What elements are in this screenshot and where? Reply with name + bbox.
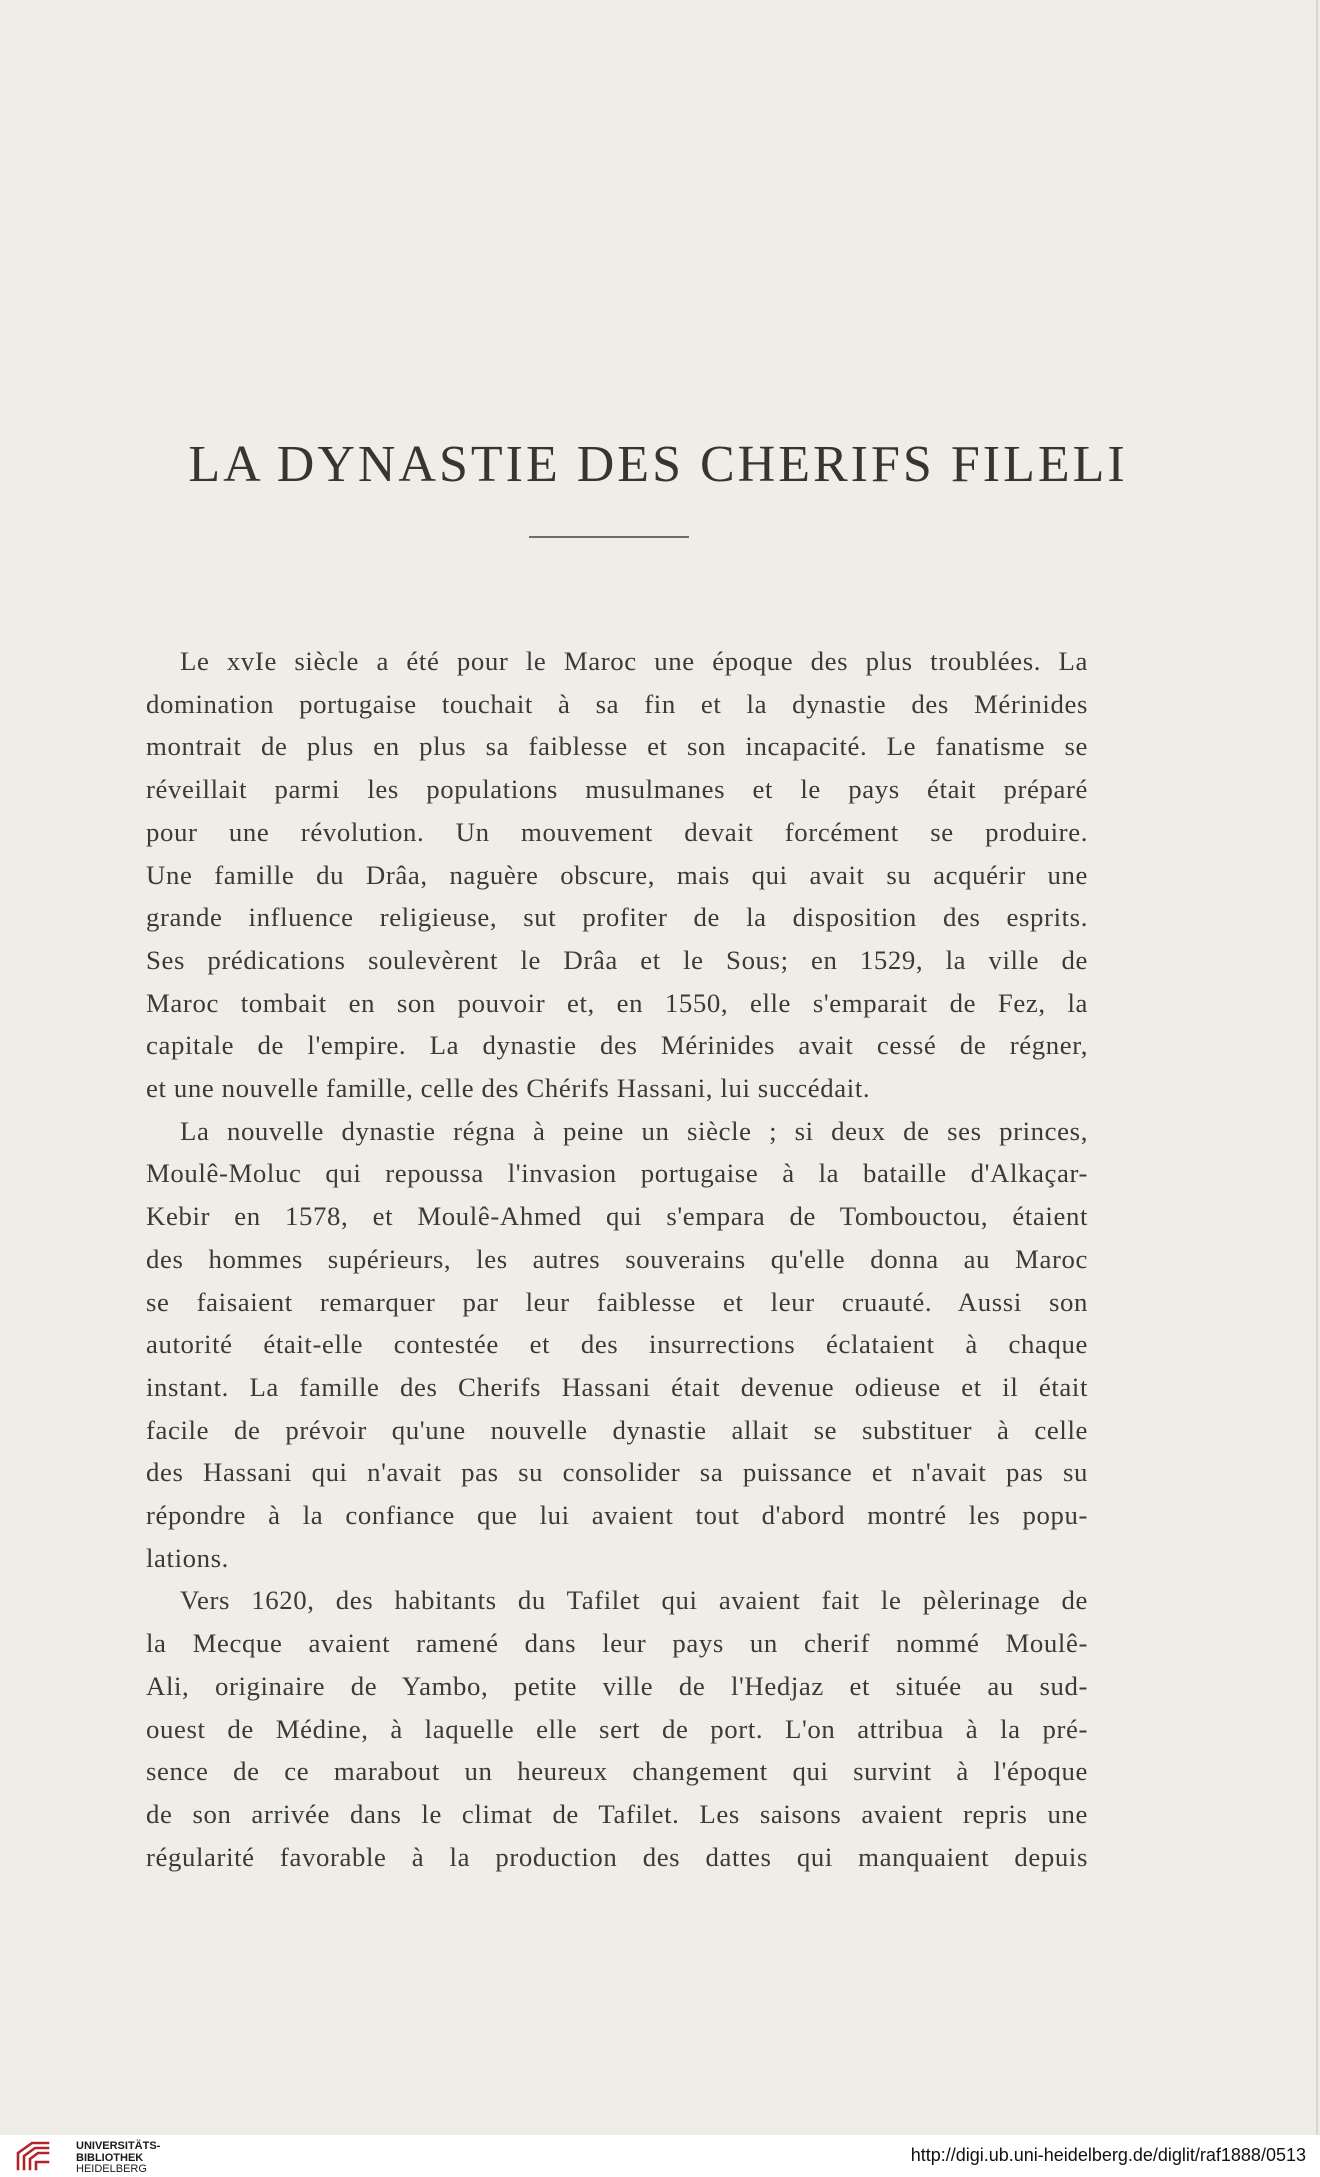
text-line: facile de prévoir qu'une nouvelle dynastie allait se substituer à celle xyxy=(146,1414,1088,1445)
text-line: ouest de Médine, à laquelle elle sert de port. L'on attribua à la pré- xyxy=(146,1713,1088,1744)
logo-line-1: UNIVERSITÄTS- xyxy=(76,2140,161,2152)
text-line: Vers 1620, des habitants du Tafilet qui avaient fait le pèlerinage de xyxy=(180,1585,1088,1616)
text-line: Une famille du Drâa, naguère obscure, mais qui avait su acquérir une xyxy=(146,859,1088,890)
text-line: montrait de plus en plus sa faiblesse et son incapacité. Le fanatisme se xyxy=(146,731,1088,762)
text-line: réveillait parmi les populations musulmanes et le pays était préparé xyxy=(146,774,1088,805)
text-line: autorité était-elle contestée et des insurrections éclataient à chaque xyxy=(146,1329,1088,1360)
source-url-link[interactable]: http://digi.ub.uni-heidelberg.de/diglit/raf1888/0513 xyxy=(910,2145,1306,2165)
title-divider xyxy=(529,536,689,538)
logo-line-3: HEIDELBERG xyxy=(76,2163,147,2175)
text-line: la Mecque avaient ramené dans leur pays un cherif nommé Moulê- xyxy=(146,1628,1088,1659)
text-line: répondre à la confiance que lui avaient tout d'abord montré les popu- xyxy=(146,1500,1088,1531)
text-line: Le xvIe siècle a été pour le Maroc une époque des plus troublées. La xyxy=(180,646,1088,676)
text-line: instant. La famille des Cherifs Hassani était devenue odieuse et il était xyxy=(146,1371,1088,1402)
logo-line-2: BIBLIOTHEK xyxy=(76,2151,144,2164)
text-line: grande influence religieuse, sut profiter de la disposition des esprits. xyxy=(146,902,1088,933)
text-line: pour une révolution. Un mouvement devait forcément se produire. xyxy=(146,816,1088,847)
text-line: Moulê-Moluc qui repoussa l'invasion portugaise à la bataille d'Alkaçar- xyxy=(146,1158,1088,1189)
text-line: capitale de l'empire. La dynastie des Mérinides avait cessé de régner, xyxy=(146,1030,1088,1061)
text-line: Ali, originaire de Yambo, petite ville de l'Hedjaz et située au sud- xyxy=(146,1670,1088,1701)
text-line: des Hassani qui n'avait pas su consolider sa puissance et n'avait pas su xyxy=(146,1457,1088,1488)
library-logo-text xyxy=(76,2141,160,2176)
text-line: de son arrivée dans le climat de Tafilet. Les saisons avaient repris une xyxy=(146,1798,1088,1829)
text-line: Ses prédications soulevèrent le Drâa et le Sous; en 1529, la ville de xyxy=(146,944,1088,975)
text-line: sence de ce marabout un heureux changement qui survint à l'époque xyxy=(146,1756,1088,1787)
library-logo-icon xyxy=(14,2139,56,2173)
text-line: et une nouvelle famille, celle des Chérifs Hassani, lui succédait. xyxy=(146,1073,871,1104)
footer-bar xyxy=(0,2135,1320,2177)
body-text xyxy=(146,640,1088,1878)
text-line: lations. xyxy=(146,1542,229,1573)
text-line: régularité favorable à la production des dattes qui manquaient depuis xyxy=(146,1841,1088,1872)
text-line: se faisaient remarquer par leur faiblesse et leur cruauté. Aussi son xyxy=(146,1286,1088,1317)
page-title: LA DYNASTIE DES CHERIFS FILELI xyxy=(188,436,1128,493)
text-line: domination portugaise touchait à sa fin et la dynastie des Mérinides xyxy=(146,688,1088,719)
text-line: Kebir en 1578, et Moulê-Ahmed qui s'empara de Tombouctou, étaient xyxy=(146,1201,1088,1232)
text-line: des hommes supérieurs, les autres souverains qu'elle donna au Maroc xyxy=(146,1243,1088,1274)
text-line: La nouvelle dynastie régna à peine un siècle ; si deux de ses princes, xyxy=(180,1115,1088,1146)
text-line: Maroc tombait en son pouvoir et, en 1550, elle s'emparait de Fez, la xyxy=(146,987,1088,1018)
